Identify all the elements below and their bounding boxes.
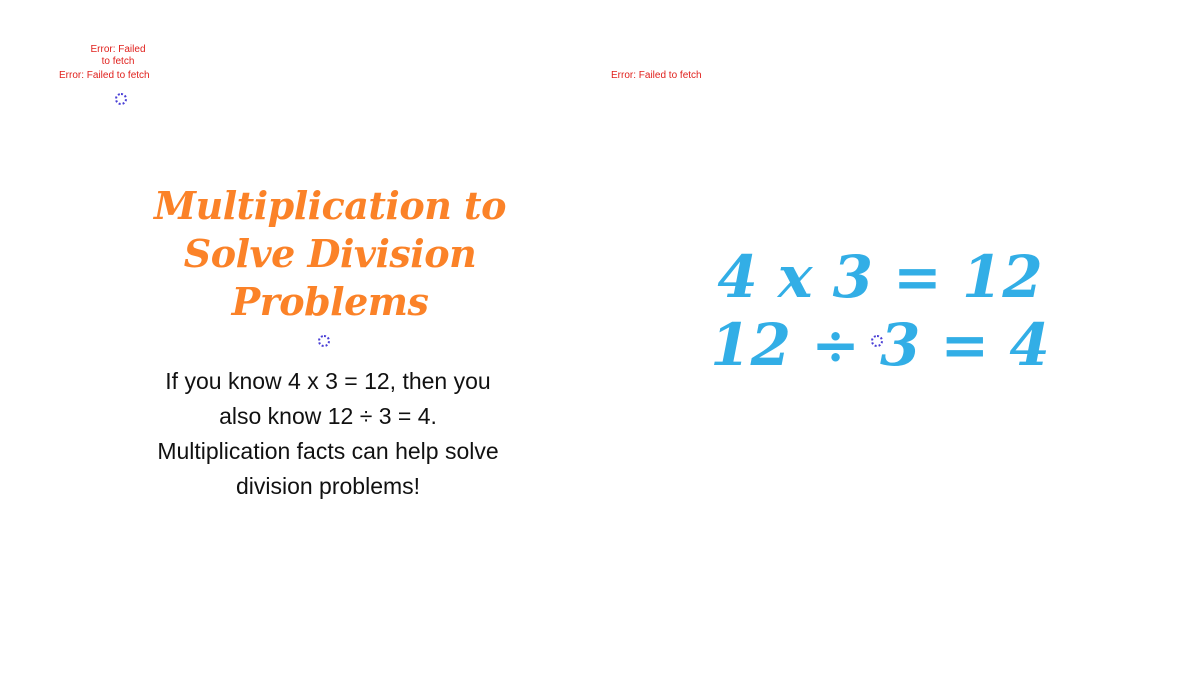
- equation-division: 12 ÷ 3 = 4: [710, 311, 1050, 379]
- error-message: Error: Failed to fetch: [59, 70, 150, 81]
- slide-body-text: If you know 4 x 3 = 12, then you also know 12 ÷ 3 = 4. Multiplication facts can help solve division problems!: [157, 368, 499, 499]
- loading-spinner-icon: [318, 335, 330, 347]
- error-message: Error: Failed to fetch: [611, 70, 702, 81]
- loading-spinner-icon: [115, 93, 127, 105]
- equation-multiplication: 4 x 3 = 12: [717, 243, 1043, 311]
- slide-title: Multiplication to Solve Division Problems: [154, 183, 506, 324]
- error-message: Error: Failed to fetch: [90, 44, 146, 67]
- loading-spinner-icon: [871, 335, 883, 347]
